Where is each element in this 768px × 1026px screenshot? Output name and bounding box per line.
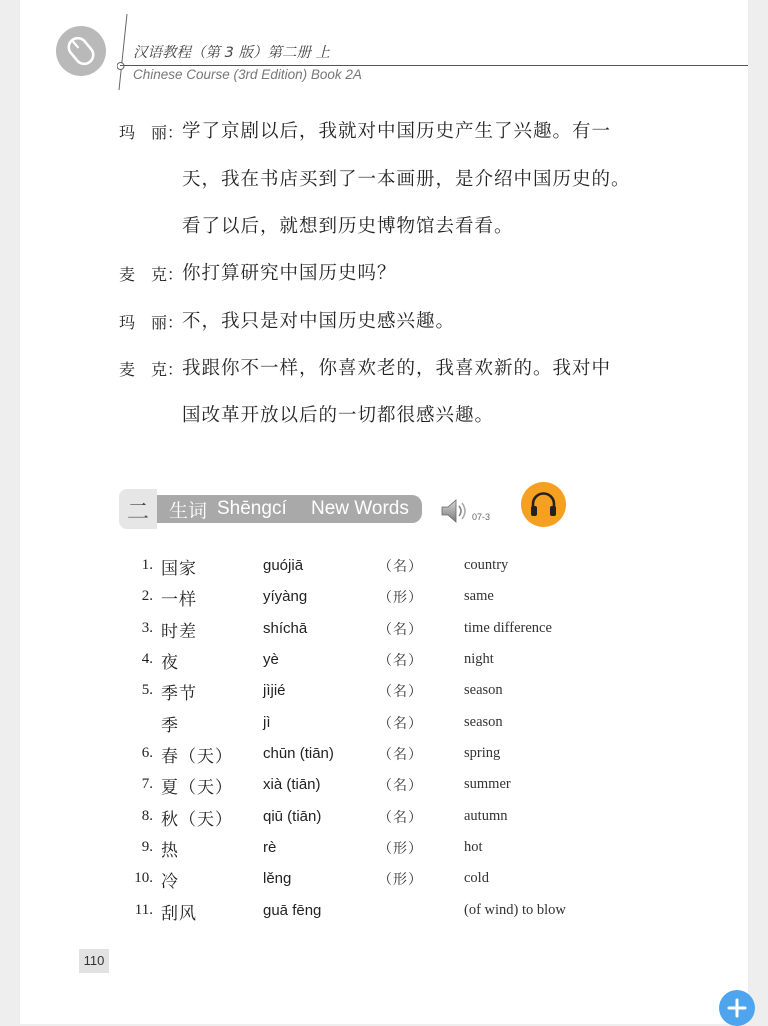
vocabulary-word: 夏（天）: [161, 778, 233, 798]
vocabulary-number: 6.: [141, 745, 153, 761]
vocabulary-pinyin: rè: [263, 839, 277, 856]
vocabulary-part-of-speech: （名）: [378, 653, 423, 669]
dialogue-line: 国改革开放以后的一切都很感兴趣。: [182, 405, 495, 426]
vocabulary-number: 8.: [141, 808, 153, 824]
dialogue-speaker: 玛 丽：: [119, 123, 184, 142]
vocabulary-item: [0, 741, 728, 767]
vocabulary-pinyin: xià (tiān): [263, 776, 321, 793]
vocabulary-word: 春（天）: [161, 747, 233, 767]
vocabulary-word: 季节: [161, 684, 197, 704]
vocabulary-item: [0, 710, 728, 736]
vocabulary-meaning: same: [464, 588, 494, 604]
vocabulary-meaning: cold: [464, 870, 489, 886]
vocabulary-word: 热: [161, 841, 179, 861]
vocabulary-pinyin: yè: [263, 651, 279, 668]
vocabulary-word: 一样: [161, 590, 197, 610]
vocabulary-pinyin: yíyàng: [263, 588, 308, 605]
book-page: [20, 0, 748, 1024]
vocabulary-pinyin: guā fēng: [263, 902, 322, 919]
vocabulary-meaning: spring: [464, 745, 501, 761]
dialogue-speaker: 麦 克：: [119, 265, 184, 284]
dialogue-line: 我跟你不一样，你喜欢老的，我喜欢新的。我对中: [182, 358, 612, 379]
vocabulary-item: [0, 616, 728, 642]
vocabulary-item: [0, 678, 728, 704]
vocabulary-pinyin: qiū (tiān): [263, 808, 322, 825]
vocabulary-meaning: time difference: [464, 620, 552, 636]
vocabulary-word: 秋（天）: [161, 810, 233, 830]
dialogue-line: 看了以后，就想到历史博物馆去看看。: [182, 216, 514, 237]
vocabulary-item: [0, 898, 728, 924]
book-title-chinese: 汉语教程（第 3 版）第二册 上: [133, 45, 331, 61]
vocabulary-item: [0, 647, 728, 673]
vocabulary-meaning: country: [464, 557, 509, 573]
section-title-chinese: 生词: [169, 500, 208, 522]
vocabulary-meaning: (of wind) to blow: [464, 902, 566, 918]
vocabulary-number: 10.: [134, 870, 153, 886]
vocabulary-number: 4.: [141, 651, 153, 667]
section-title-pinyin: Shēngcí: [217, 498, 287, 519]
vocabulary-pinyin: jìjié: [263, 682, 286, 699]
vocabulary-meaning: hot: [464, 839, 483, 855]
dialogue-speaker: 麦 克：: [119, 360, 184, 379]
vocabulary-word: 季: [161, 716, 179, 736]
vocabulary-meaning: summer: [464, 776, 511, 792]
vocabulary-part-of-speech: （名）: [378, 716, 423, 732]
vocabulary-number: 9.: [141, 839, 153, 855]
vocabulary-word: 时差: [161, 622, 197, 642]
vocabulary-item: [0, 835, 728, 861]
vocabulary-part-of-speech: （形）: [378, 841, 423, 857]
vocabulary-word: 刮风: [161, 904, 197, 924]
vocabulary-word: 夜: [161, 653, 179, 673]
vocabulary-part-of-speech: （名）: [378, 778, 423, 794]
vocabulary-number: 7.: [141, 776, 153, 792]
vocabulary-part-of-speech: （名）: [378, 622, 423, 638]
vocabulary-word: 冷: [161, 872, 179, 892]
vocabulary-pinyin: jì: [263, 714, 271, 731]
section-title-english: New Words: [311, 498, 409, 519]
dialogue-line: 不，我只是对中国历史感兴趣。: [182, 311, 456, 332]
vocabulary-pinyin: chūn (tiān): [263, 745, 334, 762]
vocabulary-meaning: season: [464, 714, 503, 730]
vocabulary-part-of-speech: （形）: [378, 590, 423, 606]
vocabulary-number: 5.: [141, 682, 153, 698]
add-button[interactable]: [719, 990, 755, 1026]
dialogue-line: 天，我在书店买到了一本画册，是介绍中国历史的。: [182, 169, 631, 190]
book-title-english: Chinese Course (3rd Edition) Book 2A: [133, 67, 362, 82]
vocabulary-pinyin: shíchā: [263, 620, 308, 637]
vocabulary-pinyin: guójiā: [263, 557, 304, 574]
vocabulary-part-of-speech: （形）: [378, 872, 423, 888]
vocabulary-part-of-speech: （名）: [378, 747, 423, 763]
vocabulary-meaning: autumn: [464, 808, 508, 824]
plus-icon: [719, 990, 755, 1026]
vocabulary-item: [0, 772, 728, 798]
vocabulary-part-of-speech: （名）: [378, 810, 423, 826]
vocabulary-meaning: night: [464, 651, 494, 667]
vocabulary-pinyin: lěng: [263, 870, 292, 887]
vocabulary-item: [0, 553, 728, 579]
vocabulary-item: [0, 584, 728, 610]
section-number: 二: [126, 500, 149, 525]
audio-track-number: 07-3: [472, 512, 491, 522]
page-number: 110: [79, 949, 109, 973]
vocabulary-item: [0, 804, 728, 830]
vocabulary-number: 2.: [141, 588, 153, 604]
vocabulary-number: 3.: [141, 620, 153, 636]
vocabulary-meaning: season: [464, 682, 503, 698]
vocabulary-number: 1.: [141, 557, 153, 573]
dialogue-line: 你打算研究中国历史吗？: [182, 263, 397, 284]
vocabulary-word: 国家: [161, 559, 197, 579]
dialogue-line: 学了京剧以后，我就对中国历史产生了兴趣。有一: [182, 121, 612, 142]
vocabulary-part-of-speech: （名）: [378, 684, 423, 700]
dialogue-speaker: 玛 丽：: [119, 313, 184, 332]
vocabulary-item: [0, 866, 728, 892]
vocabulary-part-of-speech: （名）: [378, 559, 423, 575]
vocabulary-number: 11.: [134, 902, 153, 918]
